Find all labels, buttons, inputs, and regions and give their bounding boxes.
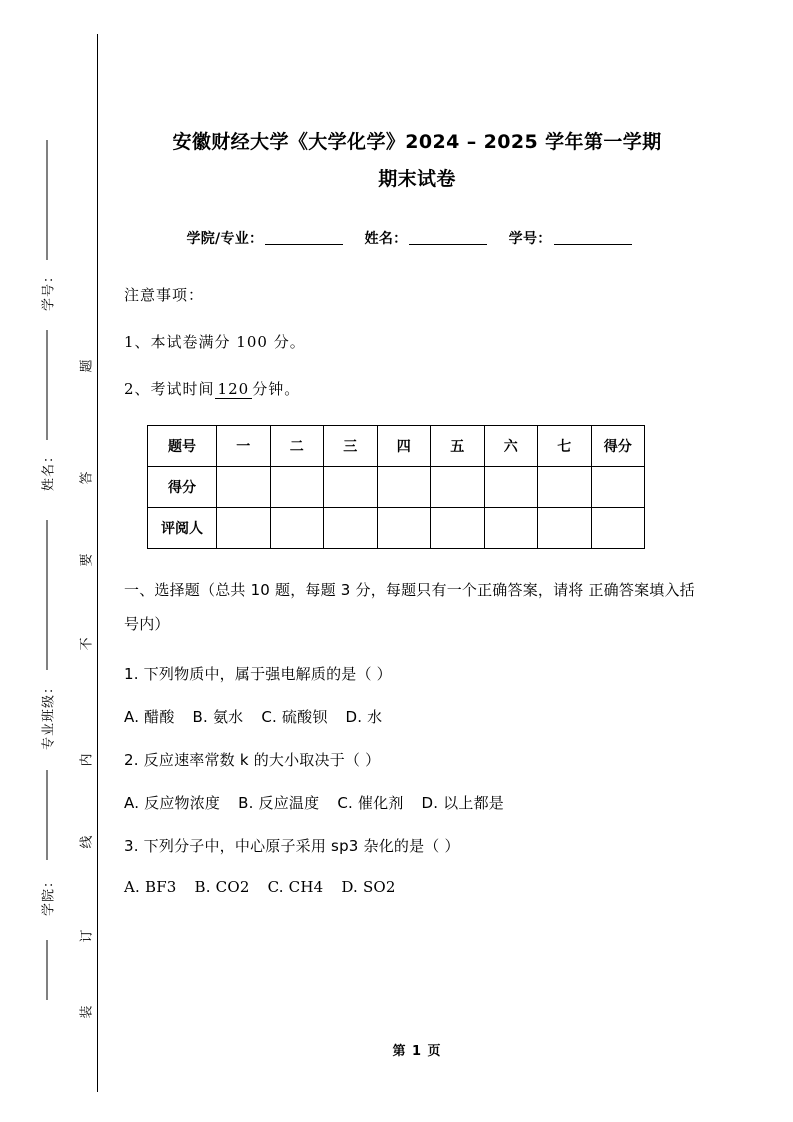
section-1-heading	[124, 573, 710, 641]
question-1-option-c[interactable]: C. 硫酸钡	[261, 708, 328, 726]
score-table-header-2: 二	[270, 426, 324, 467]
margin-field-college-rule	[47, 770, 48, 860]
score-table-row-1-label: 评阅人	[148, 508, 217, 549]
score-table-header-1: 一	[217, 426, 271, 467]
score-table-row-0-cell-3[interactable]	[377, 467, 431, 508]
score-table-header-3: 三	[324, 426, 378, 467]
score-table-header-0: 题号	[148, 426, 217, 467]
student-info-line	[124, 228, 710, 248]
margin-char-ti: 题	[79, 359, 95, 373]
margin-field-name-rule	[47, 330, 48, 440]
margin-char-yao: 要	[79, 553, 95, 567]
score-table-row-0-cell-5[interactable]	[484, 467, 538, 508]
score-table-row-1-cell-5[interactable]	[484, 508, 538, 549]
name-field	[365, 231, 490, 247]
binding-margin	[0, 0, 100, 1122]
score-table-row-1-cell-0[interactable]	[217, 508, 271, 549]
section-1-heading-line1: 一、选择题（总共 10 题，每题 3 分，每题只有一个正确答案，请将	[124, 581, 584, 599]
page-footer: 第 1 页	[392, 1044, 442, 1059]
score-table-row-0-cell-2[interactable]	[324, 467, 378, 508]
notes-heading: 注意事项：	[124, 286, 205, 304]
table-row-header	[148, 426, 645, 467]
margin-char-ding: 订	[79, 929, 95, 943]
question-3-option-d[interactable]: D. SO2	[341, 878, 396, 896]
score-table-row-0-cell-4[interactable]	[431, 467, 485, 508]
section-1-heading-line2: 正确答案填入括号内）	[124, 581, 695, 633]
margin-field-class-rule	[47, 520, 48, 670]
question-1-option-a[interactable]: A. 醋酸	[124, 708, 175, 726]
score-table-header-6: 六	[484, 426, 538, 467]
margin-char-zhuang: 装	[79, 1005, 95, 1019]
score-table-row-0-cell-0[interactable]	[217, 467, 271, 508]
notes-item-2-suffix: 分钟。	[252, 380, 301, 398]
margin-field-student-id-rule	[47, 140, 48, 260]
notes-item-2	[124, 378, 710, 399]
score-table-row-1-cell-1[interactable]	[270, 508, 324, 549]
name-blank[interactable]	[409, 244, 487, 245]
question-2-option-c[interactable]: C. 催化剂	[337, 794, 404, 812]
score-table-row-1-cell-3[interactable]	[377, 508, 431, 549]
question-1-option-d[interactable]: D. 水	[345, 708, 383, 726]
score-table-row-1-cell-6[interactable]	[538, 508, 592, 549]
college-major-field	[186, 231, 345, 247]
question-3-stem: 3. 下列分子中，中心原子采用 sp3 杂化的是（ ）	[124, 837, 460, 855]
notes-item-1: 1、本试卷满分 100 分。	[124, 333, 306, 351]
exam-duration-value: 120	[215, 380, 253, 399]
margin-char-nei: 内	[79, 753, 95, 767]
question-1-stem: 1. 下列物质中，属于强电解质的是（ ）	[124, 665, 392, 683]
question-1-option-b[interactable]: B. 氨水	[192, 708, 244, 726]
score-table-row-0-cell-7[interactable]	[591, 467, 645, 508]
question-3-option-a[interactable]: A. BF3	[124, 878, 177, 896]
score-table-row-0-cell-1[interactable]	[270, 467, 324, 508]
question-2-option-a[interactable]: A. 反应物浓度	[124, 794, 221, 812]
college-major-label: 学院/专业：	[186, 231, 264, 247]
margin-field-college-rule-2	[47, 940, 48, 1000]
student-id-label: 学号：	[508, 231, 552, 247]
margin-field-name: 姓名：	[41, 448, 57, 492]
score-table	[147, 425, 645, 549]
question-3-option-c[interactable]: C. CH4	[267, 878, 324, 896]
student-id-field	[509, 231, 634, 247]
margin-field-class: 专业班级：	[41, 679, 57, 751]
name-label: 姓名：	[364, 231, 408, 247]
question-2-stem: 2. 反应速率常数 k 的大小取决于（ ）	[124, 751, 381, 769]
question-3-option-b[interactable]: B. CO2	[194, 878, 250, 896]
page-title	[124, 0, 710, 198]
question-2-option-d[interactable]: D. 以上都是	[421, 794, 504, 812]
margin-field-student-id: 学号：	[41, 268, 57, 312]
exam-paper-body	[124, 0, 710, 1122]
student-id-blank[interactable]	[554, 244, 632, 245]
college-major-blank[interactable]	[265, 244, 343, 245]
margin-seal-line-column	[62, 0, 108, 1122]
margin-char-da: 答	[79, 471, 95, 485]
score-table-header-4: 四	[377, 426, 431, 467]
table-row-reviewer	[148, 508, 645, 549]
score-table-row-1-cell-7[interactable]	[591, 508, 645, 549]
score-table-row-1-cell-4[interactable]	[431, 508, 485, 549]
question-1-options	[124, 706, 710, 727]
score-table-header-7: 七	[538, 426, 592, 467]
score-table-row-1-cell-2[interactable]	[324, 508, 378, 549]
page-title-line2: 期末试卷	[378, 168, 456, 190]
table-row-score	[148, 467, 645, 508]
notes-item-2-prefix: 2、考试时间	[124, 380, 215, 398]
score-table-row-0-cell-6[interactable]	[538, 467, 592, 508]
page-title-line1: 安徽财经大学《大学化学》2024 – 2025 学年第一学期	[172, 131, 662, 153]
score-table-row-0-label: 得分	[148, 467, 217, 508]
margin-char-xian: 线	[79, 835, 95, 849]
score-table-header-8: 得分	[591, 426, 645, 467]
margin-field-college: 学院：	[41, 873, 57, 917]
question-2-options	[124, 792, 710, 813]
question-2-option-b[interactable]: B. 反应温度	[238, 794, 320, 812]
question-3-options	[124, 878, 710, 896]
margin-char-bu: 不	[79, 637, 95, 651]
score-table-header-5: 五	[431, 426, 485, 467]
